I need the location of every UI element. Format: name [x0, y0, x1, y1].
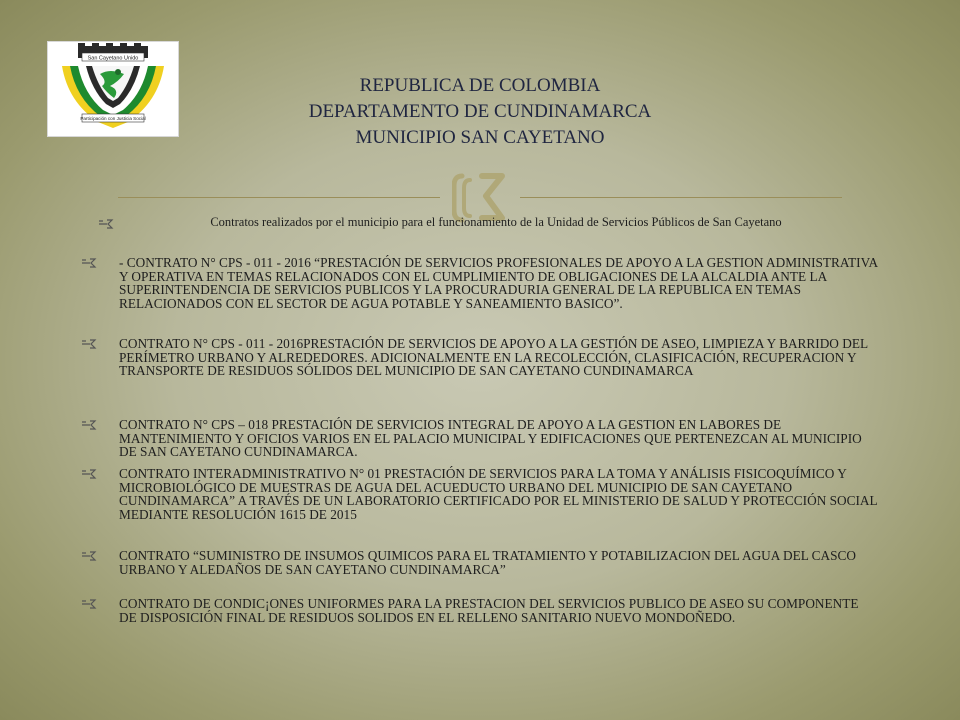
contract-text: CONTRATO INTERADMINISTRATIVO N° 01 PRESTACIÓN DE SERVICIOS PARA LA TOMA Y ANÁLISIS FISICOQUÍMICO Y MICROBIOLÓGICO DE MUESTRAS DE AGUA DEL ACUEDUCTO URBANO DEL MUNICIPIO DE SAN CAYETANO CUNDINAMARCA” A TRAVÉS DE UN LABORATORIO CERTIFICADO POR EL MINISTERIO DE SALUD Y PROTECCIÓN SOCIAL MEDIANTE RESOLUCIÓN 1615 DE 2015 — [119, 466, 878, 522]
title-line-municipality: MUNICIPIO SAN CAYETANO — [355, 127, 605, 148]
contract-text: - CONTRATO N° CPS - 011 - 2016 “PRESTACIÓN DE SERVICIOS PROFESIONALES DE APOYO A LA GESTION ADMINISTRATIVA Y OPERATIVA EN TEMAS RELACIONADOS CON EL CUMPLIMIENTO DE OBLIGACIONES DE LA ALCALDIA ANTE LA SUPERINTENDENCIA DE SERVICIOS PUBLICOS Y LA PROCURADURIA GENERAL DE LA REPUBLICA EN TEMAS RELACIONADOS CON EL SECTOR DE AGUA POTABLE Y SANEAMIENTO BASICO”. — [119, 255, 878, 311]
intro-text: Contratos realizados por el municipio para el funcionamiento de la Unidad de Servicios Públicos de San Cayetano — [210, 215, 782, 229]
bullet-icon — [81, 418, 97, 432]
logo-banner-text: San Cayetano Unido — [87, 55, 139, 62]
bullet-icon — [81, 549, 97, 563]
bullet-icon — [98, 217, 114, 231]
contract-text: CONTRATO DE CONDIC¡ONES UNIFORMES PARA LA PRESTACION DEL SERVICIOS PUBLICO DE ASEO SU COMPONENTE DE DISPOSICIÓN FINAL DE RESIDUOS SOLIDOS EN EL RELLENO SANITARIO NUEVO MONDOÑEDO. — [119, 596, 859, 625]
contract-text: CONTRATO N° CPS – 018 PRESTACIÓN DE SERVICIOS INTEGRAL DE APOYO A LA GESTION EN LABORES DE MANTENIMIENTO Y OFICIOS VARIOS EN EL PALACIO MUNICIPAL Y EDIFICACIONES QUE PERTENEZCAN AL MUNICIPIO DE SAN CAYETANO CUNDINAMARCA. — [119, 417, 862, 459]
list-item-contract-4 — [119, 467, 879, 521]
contract-text: CONTRATO N° CPS - 011 - 2016PRESTACIÓN DE SERVICIOS DE APOYO A LA GESTIÓN DE ASEO, LIMPIEZA Y BARRIDO DEL PERÍMETRO URBANO Y ALREDEDORES. ADICIONALMENTE EN LA RECOLECCIÓN, CLASIFICACIÓN, RECUPERACION Y TRANSPORTE DE RESIDUOS SÓLIDOS DEL MUNICIPIO DE SAN CAYETANO CUNDINAMARCA — [119, 336, 868, 378]
list-item-contract-2 — [119, 337, 879, 378]
list-item-contract-1 — [119, 256, 879, 310]
bullet-icon — [81, 467, 97, 481]
list-item-contract-6 — [119, 597, 879, 624]
list-item-contract-3 — [119, 418, 879, 459]
bullet-icon — [81, 256, 97, 270]
bullet-icon — [81, 597, 97, 611]
contract-text: CONTRATO “SUMINISTRO DE INSUMOS QUIMICOS PARA EL TRATAMIENTO Y POTABILIZACION DEL AGUA DEL CASCO URBANO Y ALEDAÑOS DE SAN CAYETANO CUNDINAMARCA” — [119, 548, 856, 577]
title-line-department: DEPARTAMENTO DE CUNDINAMARCA — [308, 101, 652, 122]
title-line-country: REPUBLICA DE COLOMBIA — [359, 75, 601, 96]
logo-motto-text: Participación con Justicia Social — [80, 116, 146, 121]
list-item-intro — [120, 216, 872, 229]
list-item-contract-5 — [119, 549, 879, 576]
bullet-icon — [81, 337, 97, 351]
